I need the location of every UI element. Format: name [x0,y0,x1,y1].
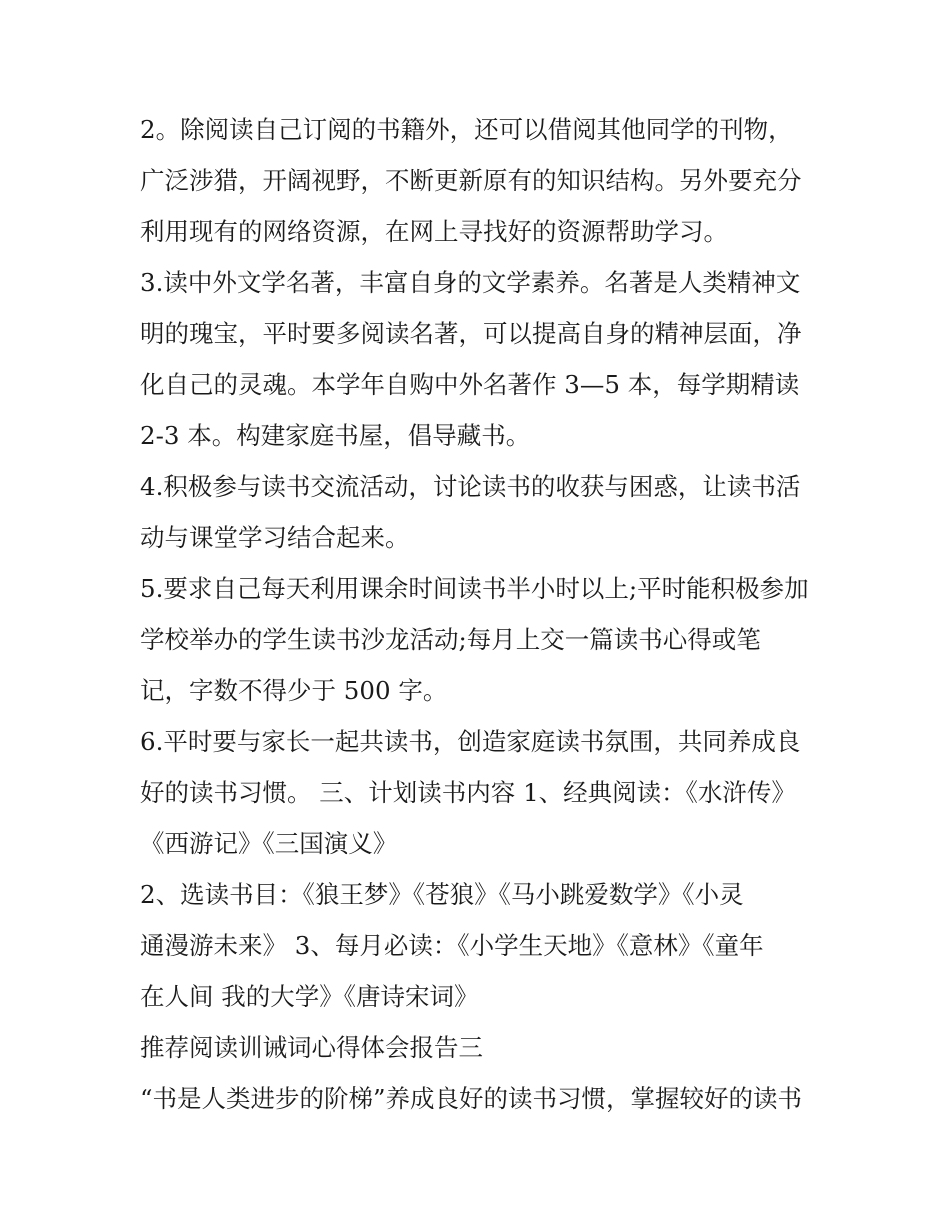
text-line: 2。除阅读自己订阅的书籍外，还可以借阅其他同学的刊物， [140,115,793,144]
text-line: 利用现有的网络资源，在网上寻找好的资源帮助学习。 [140,217,728,246]
text-line: 在人间 我的大学》《唐诗宋词》 [140,982,479,1011]
document-body [140,104,820,1124]
text-line: 3.读中外文学名著，丰富自身的文学素养。名著是人类精神文 [140,268,801,297]
text-line: 记，字数不得少于 500 字。 [140,676,448,705]
section-heading: 推荐阅读训诫词心得体会报告三 [140,1033,483,1062]
text-line: 2-3 本。构建家庭书屋，倡导藏书。 [140,421,531,450]
text-line: “书是人类进步的阶梯”养成良好的读书习惯，掌握较好的读书 [140,1084,803,1113]
text-line: 明的瑰宝，平时要多阅读名著，可以提高自身的精神层面，净 [140,319,802,348]
text-line: 化自己的灵魂。本学年自购中外名著作 3—5 本，每学期精读 [140,370,800,399]
text-line: 6.平时要与家长一起共读书，创造家庭读书氛围，共同养成良 [140,727,801,756]
text-line: 《西游记》《三国演义》 [140,829,398,858]
text-line: 2、选读书目：《狼王梦》《苍狼》《马小跳爱数学》《小灵 [140,880,744,909]
text-line: 5.要求自己每天利用课余时间读书半小时以上;平时能积极参加 [140,574,809,603]
text-line: 广泛涉猎，开阔视野，不断更新原有的知识结构。另外要充分 [140,166,802,195]
text-line: 通漫游未来》 3、每月必读：《小学生天地》《意林》《童年 [140,931,764,960]
text-line: 学校举办的学生读书沙龙活动;每月上交一篇读书心得或笔 [140,625,761,654]
text-line: 好的读书习惯。 三、计划读书内容 1、经典阅读：《水浒传》 [140,778,796,807]
text-line: 4.积极参与读书交流活动，讨论读书的收获与困惑，让读书活 [140,472,801,501]
text-line: 动与课堂学习结合起来。 [140,523,410,552]
